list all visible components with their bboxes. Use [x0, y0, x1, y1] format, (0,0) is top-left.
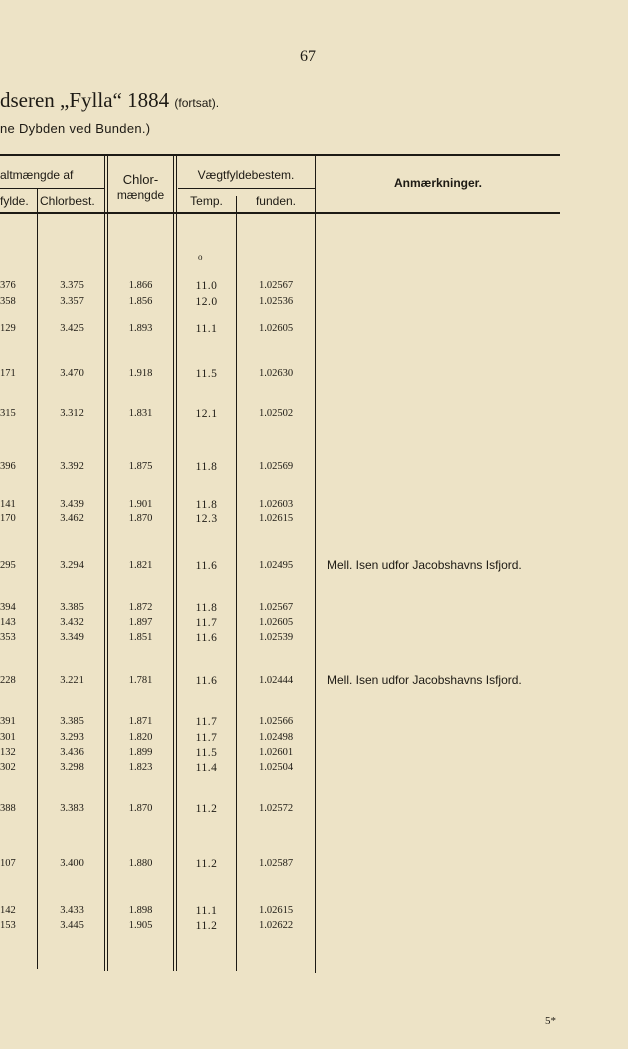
- cell-fylde: 376: [0, 280, 16, 291]
- cell-chlorbest: 3.385: [60, 716, 84, 727]
- cell-funden: 1.02569: [258, 461, 294, 472]
- page-title: [0, 88, 219, 113]
- page-subtitle: ne Dybden ved Bunden.): [0, 121, 151, 136]
- header-chlorbest: Chlorbest.: [40, 194, 95, 208]
- cell-temp: 11.1: [195, 905, 218, 917]
- cell-chlorbest: 3.293: [60, 732, 84, 743]
- cell-temp: 11.8: [195, 602, 218, 614]
- weight-sub-rule: [178, 188, 315, 189]
- vline-1: [37, 189, 38, 969]
- cell-temp: 11.5: [195, 368, 218, 380]
- cell-funden: 1.02615: [258, 905, 294, 916]
- cell-funden: 1.02605: [258, 617, 294, 628]
- cell-chlor: 1.897: [128, 617, 153, 628]
- title-suffix: (fortsat).: [174, 96, 220, 110]
- cell-funden: 1.02567: [258, 602, 294, 613]
- cell-funden: 1.02567: [258, 280, 294, 291]
- cell-funden: 1.02622: [258, 920, 294, 931]
- cell-chlor: 1.831: [128, 408, 153, 419]
- cell-chlorbest: 3.357: [60, 296, 84, 307]
- cell-chlorbest: 3.294: [60, 560, 84, 571]
- cell-chlorbest: 3.221: [60, 675, 84, 686]
- cell-chlor: 1.866: [128, 280, 153, 291]
- cell-fylde: 228: [0, 675, 16, 686]
- cell-chlorbest: 3.349: [60, 632, 84, 643]
- cell-temp: 11.7: [195, 617, 218, 629]
- cell-fylde: 394: [0, 602, 16, 613]
- title-text: dseren „Fylla“ 1884: [0, 88, 170, 112]
- cell-chlor: 1.823: [128, 762, 153, 773]
- cell-fylde: 301: [0, 732, 16, 743]
- cell-temp: 11.6: [195, 675, 218, 687]
- cell-chlorbest: 3.425: [60, 323, 84, 334]
- cell-fylde: 129: [0, 323, 16, 334]
- header-saltmaengde: altmængde af: [0, 168, 74, 182]
- vline-5: [315, 156, 316, 973]
- cell-funden: 1.02495: [258, 560, 294, 571]
- cell-chlorbest: 3.375: [60, 280, 84, 291]
- cell-funden: 1.02539: [258, 632, 294, 643]
- cell-funden: 1.02566: [258, 716, 294, 727]
- cell-chlorbest: 3.385: [60, 602, 84, 613]
- cell-fylde: 171: [0, 368, 16, 379]
- cell-fylde: 132: [0, 747, 16, 758]
- cell-chlor: 1.851: [128, 632, 153, 643]
- degree-symbol: o: [198, 252, 203, 262]
- cell-funden: 1.02504: [258, 762, 294, 773]
- cell-fylde: 388: [0, 803, 16, 814]
- header-funden: funden.: [255, 194, 297, 208]
- cell-chlorbest: 3.432: [60, 617, 84, 628]
- cell-fylde: 170: [0, 513, 16, 524]
- cell-chlorbest: 3.312: [60, 408, 84, 419]
- cell-fylde: 391: [0, 716, 16, 727]
- cell-temp: 11.6: [195, 560, 218, 572]
- cell-chlor: 1.880: [128, 858, 153, 869]
- cell-funden: 1.02601: [258, 747, 294, 758]
- cell-temp: 11.7: [195, 716, 218, 728]
- cell-fylde: 143: [0, 617, 16, 628]
- header-temp: Temp.: [190, 194, 223, 208]
- cell-chlorbest: 3.436: [60, 747, 84, 758]
- cell-funden: 1.02587: [258, 858, 294, 869]
- cell-fylde: 396: [0, 461, 16, 472]
- cell-funden: 1.02572: [258, 803, 294, 814]
- cell-chlor: 1.870: [128, 513, 153, 524]
- cell-fylde: 107: [0, 858, 16, 869]
- cell-temp: 11.2: [195, 920, 218, 932]
- cell-temp: 11.1: [195, 323, 218, 335]
- cell-chlor: 1.870: [128, 803, 153, 814]
- salt-sub-rule: [0, 188, 104, 189]
- cell-funden: 1.02615: [258, 513, 294, 524]
- cell-temp: 11.5: [195, 747, 218, 759]
- cell-remark: Mell. Isen udfor Jacobshavns Isfjord.: [327, 673, 522, 687]
- cell-fylde: 295: [0, 560, 16, 571]
- cell-funden: 1.02498: [258, 732, 294, 743]
- cell-chlorbest: 3.470: [60, 368, 84, 379]
- cell-chlor: 1.901: [128, 499, 153, 510]
- cell-chlorbest: 3.392: [60, 461, 84, 472]
- cell-funden: 1.02502: [258, 408, 294, 419]
- header-fylde: fylde.: [0, 194, 29, 208]
- cell-fylde: 153: [0, 920, 16, 931]
- cell-funden: 1.02603: [258, 499, 294, 510]
- cell-chlor: 1.821: [128, 560, 153, 571]
- cell-temp: 11.2: [195, 803, 218, 815]
- vline-3: [173, 156, 174, 971]
- cell-chlorbest: 3.383: [60, 803, 84, 814]
- cell-chlorbest: 3.400: [60, 858, 84, 869]
- cell-temp: 12.0: [195, 296, 218, 308]
- header-vaegtfylde: Vægtfyldebestem.: [197, 168, 295, 182]
- header-anmaerkninger: Anmærkninger.: [393, 176, 483, 190]
- vline-2: [104, 156, 105, 971]
- cell-chlorbest: 3.298: [60, 762, 84, 773]
- cell-funden: 1.02630: [258, 368, 294, 379]
- cell-chlor: 1.820: [128, 732, 153, 743]
- cell-chlorbest: 3.462: [60, 513, 84, 524]
- cell-chlor: 1.856: [128, 296, 153, 307]
- page-number: 67: [300, 48, 316, 65]
- cell-temp: 11.6: [195, 632, 218, 644]
- cell-fylde: 358: [0, 296, 16, 307]
- cell-funden: 1.02444: [258, 675, 294, 686]
- cell-remark: Mell. Isen udfor Jacobshavns Isfjord.: [327, 558, 522, 572]
- cell-temp: 11.8: [195, 499, 218, 511]
- cell-temp: 11.8: [195, 461, 218, 473]
- cell-temp: 11.4: [195, 762, 218, 774]
- cell-chlor: 1.893: [128, 323, 153, 334]
- cell-fylde: 353: [0, 632, 16, 643]
- cell-chlorbest: 3.445: [60, 920, 84, 931]
- cell-temp: 11.0: [195, 280, 218, 292]
- cell-funden: 1.02605: [258, 323, 294, 334]
- vline-4: [236, 196, 237, 971]
- cell-fylde: 142: [0, 905, 16, 916]
- cell-chlor: 1.899: [128, 747, 153, 758]
- header-chlor-1: Chlor-: [122, 172, 159, 187]
- cell-chlor: 1.918: [128, 368, 153, 379]
- cell-temp: 11.7: [195, 732, 218, 744]
- cell-chlor: 1.898: [128, 905, 153, 916]
- cell-temp: 12.3: [195, 513, 218, 525]
- header-bottom-rule: [0, 212, 560, 214]
- cell-fylde: 315: [0, 408, 16, 419]
- header-chlor-2: mængde: [116, 188, 165, 202]
- cell-funden: 1.02536: [258, 296, 294, 307]
- cell-fylde: 141: [0, 499, 16, 510]
- cell-chlorbest: 3.433: [60, 905, 84, 916]
- cell-temp: 12.1: [195, 408, 218, 420]
- signature-mark: 5*: [545, 1015, 556, 1027]
- cell-chlor: 1.781: [128, 675, 153, 686]
- cell-chlorbest: 3.439: [60, 499, 84, 510]
- cell-chlor: 1.871: [128, 716, 153, 727]
- cell-fylde: 302: [0, 762, 16, 773]
- cell-temp: 11.2: [195, 858, 218, 870]
- cell-chlor: 1.872: [128, 602, 153, 613]
- cell-chlor: 1.905: [128, 920, 153, 931]
- cell-chlor: 1.875: [128, 461, 153, 472]
- top-rule: [0, 154, 560, 156]
